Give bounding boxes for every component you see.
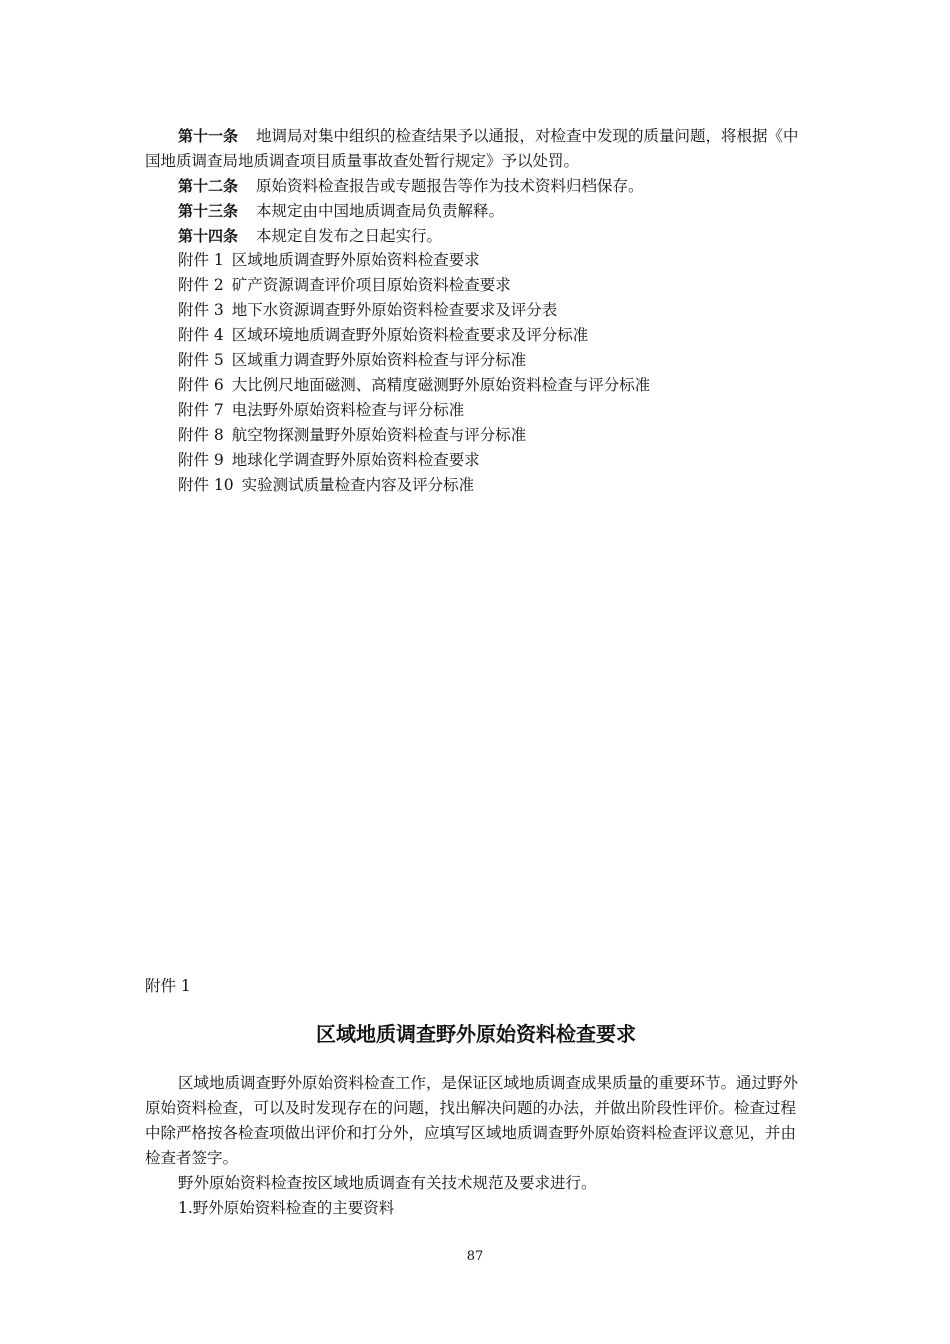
attachment-item xyxy=(178,298,650,323)
attachment-item xyxy=(178,398,650,423)
attachment-title: 区域重力调查野外原始资料检查与评分标准 xyxy=(231,351,527,369)
attachment-title: 实验测试质量检查内容及评分标准 xyxy=(241,476,475,494)
attachment-item xyxy=(178,473,650,498)
article-label: 第十二条 xyxy=(178,177,239,195)
article-11 xyxy=(145,124,807,174)
attachment-item xyxy=(178,323,650,348)
attachment-title: 地下水资源调查野外原始资料检查要求及评分表 xyxy=(231,301,558,319)
appendix-title: 区域地质调查野外原始资料检查要求 xyxy=(316,1022,636,1046)
article-paragraph xyxy=(145,174,807,199)
attachment-title: 区域地质调查野外原始资料检查要求 xyxy=(231,251,480,269)
attachment-number: 附件 6 xyxy=(178,376,224,394)
attachment-title: 区域环境地质调查野外原始资料检查要求及评分标准 xyxy=(231,326,589,344)
attachment-number: 附件 4 xyxy=(178,326,224,344)
attachment-item xyxy=(178,373,650,398)
attachment-item xyxy=(178,348,650,373)
article-label: 第十四条 xyxy=(178,227,239,245)
attachment-number: 附件 10 xyxy=(178,476,234,494)
article-text: 地调局对集中组织的检查结果予以通报，对检查中发现的质量问题，将根据《中国地质调查局地质调查项目质量事故查处暂行规定》予以处罚。 xyxy=(145,127,799,170)
article-label: 第十三条 xyxy=(178,202,239,220)
attachment-number: 附件 2 xyxy=(178,276,224,294)
attachment-title: 矿产资源调查评价项目原始资料检查要求 xyxy=(231,276,511,294)
article-label: 第十一条 xyxy=(178,127,239,145)
attachment-number: 附件 7 xyxy=(178,401,224,419)
article-text: 本规定自发布之日起实行。 xyxy=(256,227,443,245)
article-12 xyxy=(145,174,807,199)
article-paragraph xyxy=(145,124,807,174)
attachment-item xyxy=(178,248,650,273)
attachment-item xyxy=(178,273,650,298)
article-text: 本规定由中国地质调查局负责解释。 xyxy=(256,202,505,220)
appendix-label: 附件 1 xyxy=(145,977,191,995)
appendix-paragraph: 区域地质调查野外原始资料检查工作，是保证区域地质调查成果质量的重要环节。通过野外原始资料检查，可以及时发现存在的问题，找出解决问题的办法，并做出阶段性评价。检查过程中除严格按各检查项做出评价和打分外，应填写区域地质调查野外原始资料检查评议意见，并由检查者签字。 xyxy=(145,1074,799,1167)
attachment-item xyxy=(178,423,650,448)
attachment-number: 附件 9 xyxy=(178,451,224,469)
attachment-title: 地球化学调查野外原始资料检查要求 xyxy=(231,451,480,469)
article-paragraph xyxy=(145,199,807,224)
appendix-paragraph: 1.野外原始资料检查的主要资料 xyxy=(178,1199,395,1217)
attachment-number: 附件 5 xyxy=(178,351,224,369)
attachment-number: 附件 8 xyxy=(178,426,224,444)
article-13 xyxy=(145,199,807,224)
attachment-title: 航空物探测量野外原始资料检查与评分标准 xyxy=(231,426,527,444)
article-paragraph xyxy=(145,224,807,249)
attachment-number: 附件 1 xyxy=(178,251,224,269)
article-text: 原始资料检查报告或专题报告等作为技术资料归档保存。 xyxy=(256,177,644,195)
attachment-number: 附件 3 xyxy=(178,301,224,319)
appendix-body xyxy=(145,1071,807,1221)
attachment-item xyxy=(178,448,650,473)
article-14 xyxy=(145,224,807,249)
attachment-title: 电法野外原始资料检查与评分标准 xyxy=(231,401,465,419)
attachment-list xyxy=(178,248,650,498)
appendix-paragraph: 野外原始资料检查按区域地质调查有关技术规范及要求进行。 xyxy=(178,1174,597,1192)
attachment-title: 大比例尺地面磁测、高精度磁测野外原始资料检查与评分标准 xyxy=(231,376,651,394)
page-number: 87 xyxy=(466,1249,484,1264)
